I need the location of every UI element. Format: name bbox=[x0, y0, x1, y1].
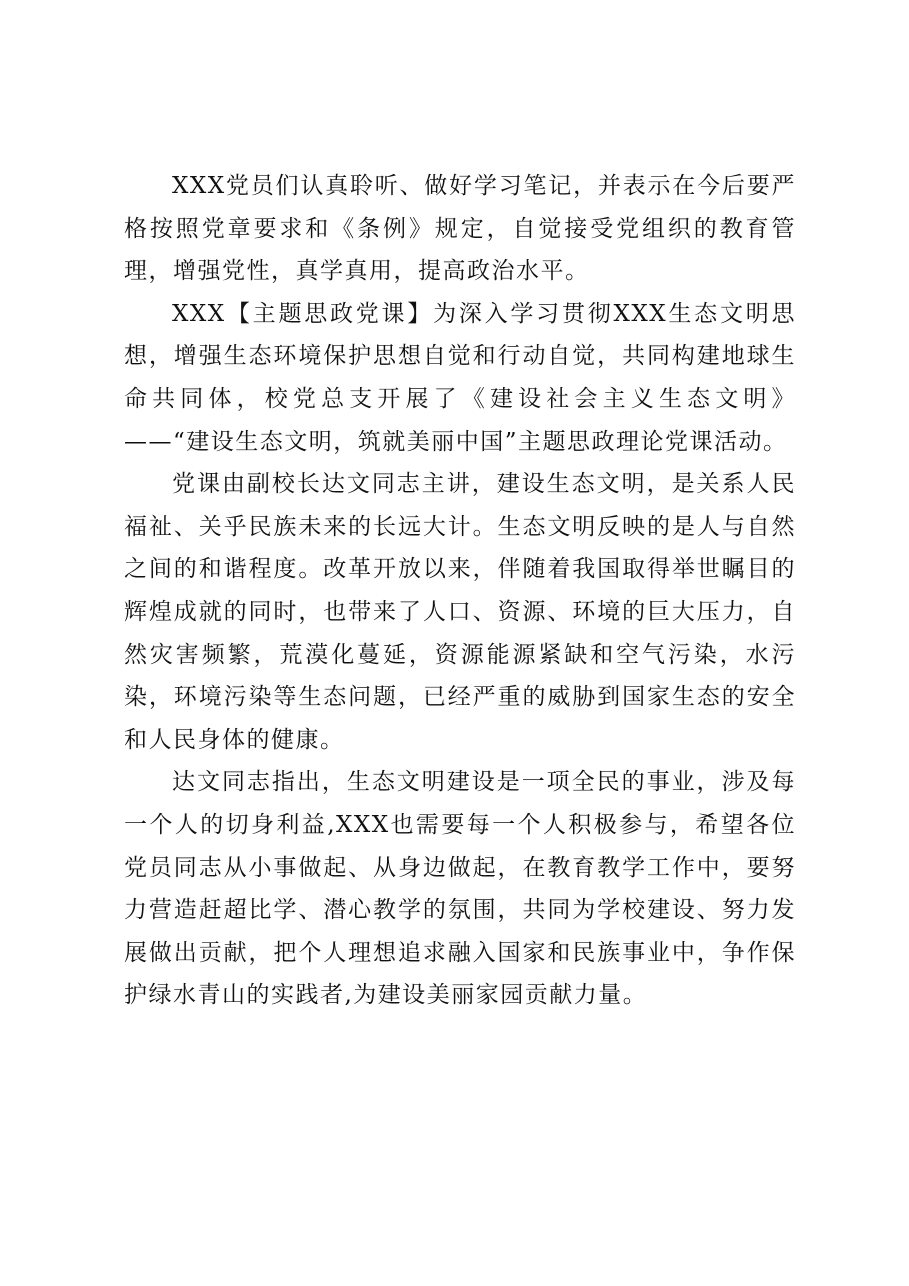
paragraph-4: 达文同志指出，生态文明建设是一项全民的事业，涉及每一个人的切身利益,XXX也需要每一个人积极参与，希望各位党员同志从小事做起、从身边做起，在教育教学工作中，要努力营造赶超比学、潜心教学的氛围，共同为学校建设、努力发展做出贡献，把个人理想追求融入国家和民族事业中，争作保护绿水青山的实践者,为建设美丽家园贡献力量。 bbox=[124, 769, 796, 1009]
paragraph-1: XXX党员们认真聆听、做好学习笔记，并表示在今后要严格按照党章要求和《条例》规定，自觉接受党组织的教育管理，增强党性，真学真用，提高政治水平。 bbox=[124, 173, 796, 285]
paragraph-3: 党课由副校长达文同志主讲，建设生态文明，是关系人民福祉、关乎民族未来的长远大计。生态文明反映的是人与自然之间的和谐程度。改革开放以来，伴随着我国取得举世瞩目的辉煌成就的同时，也带来了人口、资源、环境的巨大压力，自然灾害频繁，荒漠化蔓延，资源能源紧缺和空气污染，水污染，环境污染等生态问题，已经严重的威胁到国家生态的安全和人民身体的健康。 bbox=[124, 471, 796, 753]
document-body bbox=[124, 165, 796, 1017]
paragraph-2: XXX【主题思政党课】为深入学习贯彻XXX生态文明思想，增强生态环境保护思想自觉和行动自觉，共同构建地球生命共同体，校党总支开展了《建设社会主义生态文明》——“建设生态文明，筑就美丽中国”主题思政理论党课活动。 bbox=[124, 300, 796, 455]
